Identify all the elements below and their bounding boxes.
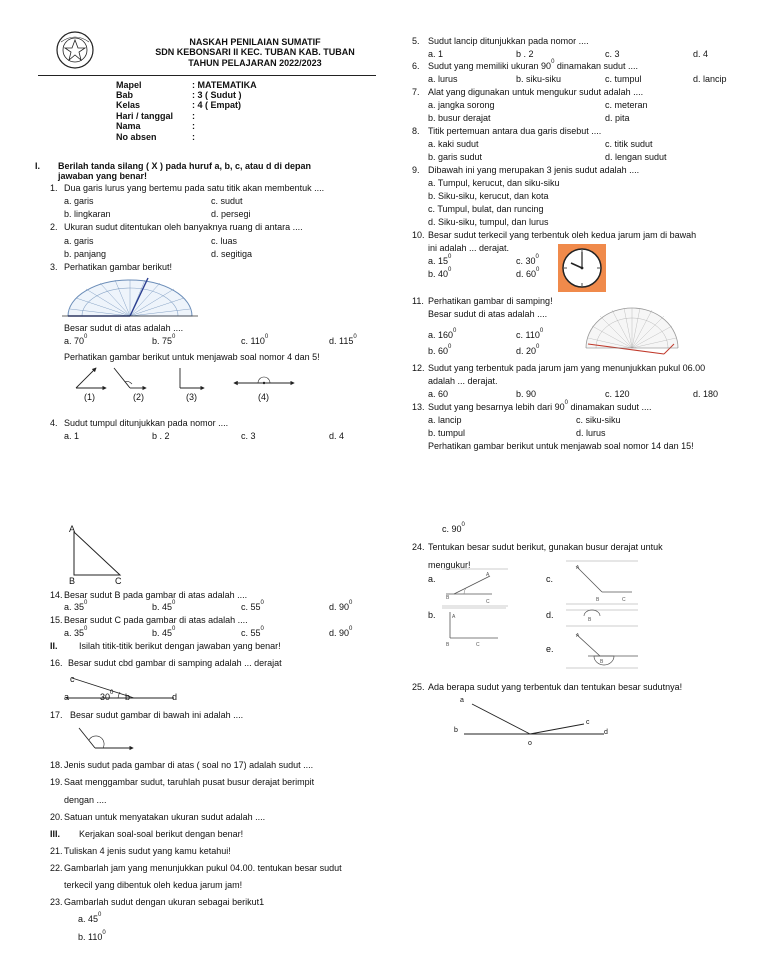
figure-label-4: (4): [258, 392, 269, 402]
question-number: 4.: [50, 418, 58, 428]
item-b: [78, 932, 106, 943]
option-value: c. 55: [241, 602, 261, 612]
svg-text:A: A: [576, 633, 580, 639]
question-7-text: Alat yang digunakan untuk mengukur sudut adalah ....: [428, 87, 644, 97]
triangle-label-a: A: [69, 524, 76, 534]
question-5-text: Sudut lancip ditunjukkan pada nomor ....: [428, 36, 589, 46]
clock-figure: [558, 244, 606, 292]
option-value: c. 55: [241, 628, 261, 638]
degree-mark: 0: [551, 59, 555, 65]
svg-text:B: B: [588, 617, 592, 623]
question-number: 9.: [412, 165, 420, 175]
question-number: 12.: [412, 363, 425, 373]
text-part: Sudut yang besarnya lebih dari 90: [428, 402, 565, 412]
question-number: 3.: [50, 262, 58, 272]
option-d[interactable]: [516, 346, 539, 357]
question-6-text: [428, 61, 638, 72]
angle-cbd-figure: [62, 672, 182, 702]
option-a[interactable]: a. Tumpul, kerucut, dan siku-siku: [428, 178, 560, 188]
option-d[interactable]: d. 4: [329, 431, 345, 441]
question-1-text: Dua garis lurus yang bertemu pada satu titik akan membentuk ....: [64, 183, 325, 193]
figure-label-a: a: [460, 697, 464, 704]
figure-label-a: a: [64, 692, 70, 702]
question-number: 11.: [412, 296, 424, 306]
option-c[interactable]: c. sudut: [211, 196, 243, 206]
option-c[interactable]: c. tumpul: [605, 74, 642, 84]
school-logo: [55, 30, 95, 70]
option-b[interactable]: [152, 628, 175, 639]
option-c[interactable]: c. 3: [241, 431, 256, 441]
meta-label: Bab: [116, 90, 134, 100]
option-value: c. 30: [516, 256, 536, 266]
option-d[interactable]: d. persegi: [211, 209, 251, 219]
degree-mark: 0: [539, 328, 544, 334]
meta-value: :: [192, 121, 195, 131]
option-value: b. 60: [428, 346, 449, 356]
option-value: a. 15: [428, 256, 449, 266]
option-a[interactable]: a. garis: [64, 236, 94, 246]
svg-text:C: C: [486, 599, 490, 605]
option-a[interactable]: a. lancip: [428, 415, 462, 425]
section-1-instruction: Berilah tanda silang ( X ) pada huruf a, b, c, atau d di depan: [58, 161, 312, 171]
figure-label-d: d: [172, 692, 178, 702]
option-c[interactable]: [516, 256, 539, 267]
question-21-text: Tuliskan 4 jenis sudut yang kamu ketahui!: [64, 846, 231, 856]
option-b[interactable]: b. lingkaran: [64, 209, 111, 219]
figure-label-a: a.: [428, 574, 436, 584]
note-questions-14-15: Perhatikan gambar berikut untuk menjawab soal nomor 14 dan 15!: [428, 441, 694, 451]
option-a[interactable]: [64, 628, 87, 639]
option-b[interactable]: b. busur derajat: [428, 113, 491, 123]
degree-mark: 0: [84, 334, 88, 340]
text-part: dinamakan sudut ....: [567, 402, 652, 412]
option-b[interactable]: [428, 346, 451, 357]
option-a[interactable]: a. jangka sorong: [428, 100, 495, 110]
option-c[interactable]: c. siku-siku: [576, 415, 621, 425]
option-d[interactable]: d. lurus: [576, 428, 606, 438]
question-number: 6.: [412, 61, 420, 71]
question-12-text-cont: adalah ... derajat.: [428, 376, 498, 386]
option-a[interactable]: a. 1: [428, 49, 444, 59]
figure-label-c: c: [70, 674, 75, 684]
degree-mark: 0: [564, 400, 568, 406]
meta-label: No absen: [116, 132, 157, 142]
angle-value: 30: [100, 692, 111, 702]
question-19-text: Saat menggambar sudut, taruhlah pusat busur derajat berimpit: [64, 777, 315, 787]
figure-label-d: d.: [546, 610, 554, 620]
option-b[interactable]: b. panjang: [64, 249, 107, 259]
angle-figure-17: [75, 724, 139, 752]
question-number: 10.: [412, 230, 425, 240]
header-divider: [38, 75, 376, 76]
meta-value: : MATEMATIKA: [192, 80, 257, 90]
option-b[interactable]: [152, 602, 175, 613]
protractor-figure-2: [582, 304, 682, 356]
question-number: 7.: [412, 87, 420, 97]
degree-mark: 0: [448, 267, 452, 273]
option-d[interactable]: [329, 628, 352, 639]
protractor-figure: [60, 276, 200, 320]
meta-label: Hari / tanggal: [116, 111, 174, 121]
meta-label: Nama: [116, 121, 141, 131]
svg-text:A: A: [576, 565, 580, 571]
degree-mark: 0: [84, 626, 88, 632]
question-17-text: Besar sudut gambar di bawah ini adalah ....: [70, 710, 244, 720]
degree-mark: 0: [461, 522, 465, 528]
section-3-number: III.: [50, 829, 61, 839]
degree-mark: 0: [264, 334, 269, 340]
question-number: 2.: [50, 222, 58, 232]
option-b[interactable]: b. garis sudut: [428, 152, 483, 162]
logo-emblem-icon: [55, 30, 95, 70]
option-d[interactable]: d. Siku-siku, tumpul, dan lurus: [428, 217, 549, 227]
meta-value: :: [192, 111, 195, 121]
question-22-text: Gambarlah jam yang menunjukkan pukul 04.00. tentukan besar sudut: [64, 863, 342, 873]
option-a[interactable]: [64, 602, 87, 613]
question-12-text: Sudut yang terbentuk pada jarum jam yang menunjukkan pukul 06.00: [428, 363, 706, 373]
question-number: 1.: [50, 183, 58, 193]
option-value: d. 20: [516, 346, 537, 356]
option-d[interactable]: d. lancip: [693, 74, 727, 84]
svg-text:A: A: [452, 614, 456, 620]
multi-angle-figure: [460, 698, 610, 738]
option-d[interactable]: d. 180: [693, 389, 719, 399]
option-b[interactable]: b. 90: [516, 389, 537, 399]
school-name: SDN KEBONSARI II KEC. TUBAN KAB. TUBAN: [155, 47, 355, 57]
option-a[interactable]: a. garis: [64, 196, 94, 206]
note-questions-4-5: Perhatikan gambar berikut untuk menjawab soal nomor 4 dan 5!: [64, 352, 320, 362]
option-c[interactable]: c. meteran: [605, 100, 648, 110]
measure-angle-a: [442, 566, 508, 608]
degree-mark: 0: [536, 267, 540, 273]
section-2-number: II.: [50, 641, 58, 651]
question-11-text-cont: Besar sudut di atas adalah ....: [428, 309, 548, 319]
question-11-text: Perhatikan gambar di samping!: [428, 296, 553, 306]
svg-text:A: A: [486, 572, 490, 578]
figure-label-c: c: [586, 719, 590, 726]
question-14-text: Besar sudut B pada gambar di atas adalah ....: [64, 590, 248, 600]
svg-text:C: C: [476, 642, 480, 648]
option-d[interactable]: [329, 602, 352, 613]
question-24-text-cont: mengukur!: [428, 560, 471, 570]
question-3-text: Perhatikan gambar berikut!: [64, 262, 173, 272]
option-c[interactable]: c. 120: [605, 389, 630, 399]
question-number: 25.: [412, 682, 425, 692]
option-value: a. 35: [64, 628, 85, 638]
degree-mark: 0: [172, 334, 176, 340]
degree-mark: 0: [84, 600, 88, 606]
question-10-text: Besar sudut terkecil yang terbentuk oleh kedua jarum jam di bawah: [428, 230, 697, 240]
item-c: [442, 524, 465, 535]
svg-text:B: B: [600, 659, 604, 665]
question-2-text: Ukuran sudut ditentukan oleh banyaknya ruang di antara ....: [64, 222, 303, 232]
option-c[interactable]: [516, 330, 543, 341]
item-a: [78, 914, 101, 925]
option-c[interactable]: c. Tumpul, bulat, dan runcing: [428, 204, 544, 214]
option-b[interactable]: b. Siku-siku, kerucut, dan kota: [428, 191, 549, 201]
option-b[interactable]: [152, 336, 175, 347]
triangle-label-b: B: [69, 576, 76, 586]
meta-label: Kelas: [116, 100, 141, 110]
degree-mark: 0: [260, 626, 264, 632]
section-2-instruction: Isilah titik-titik berikut dengan jawaban yang benar!: [79, 641, 281, 651]
question-15-text: Besar sudut C pada gambar di atas adalah ....: [64, 615, 248, 625]
option-value: c. 110: [241, 336, 265, 346]
degree-mark: 0: [98, 912, 102, 918]
degree-mark: 0: [260, 600, 264, 606]
option-b[interactable]: [428, 269, 451, 280]
measure-angle-c: [566, 558, 638, 606]
question-number: 14.: [50, 590, 63, 600]
option-value: b. 45: [152, 602, 173, 612]
measure-angle-e: [566, 628, 638, 670]
question-number: 16.: [50, 658, 63, 668]
text-part: dinamakan sudut ....: [554, 61, 638, 71]
degree-mark: 0: [172, 626, 176, 632]
question-24-text: Tentukan besar sudut berikut, gunakan busur derajat untuk: [428, 542, 663, 552]
question-number: 19.: [50, 777, 63, 787]
degree-mark: 0: [349, 600, 353, 606]
question-number: 24.: [412, 542, 425, 552]
option-c[interactable]: [241, 628, 264, 639]
option-a[interactable]: [428, 256, 451, 267]
option-a[interactable]: a. kaki sudut: [428, 139, 479, 149]
triangle-figure: [68, 524, 132, 584]
option-value: d. 90: [329, 628, 350, 638]
question-number: 22.: [50, 863, 63, 873]
degree-mark: 0: [535, 254, 539, 260]
figure-label-1: (1): [84, 392, 95, 402]
section-1-instruction-cont: jawaban yang benar!: [58, 171, 148, 181]
figure-label-b: b: [125, 692, 131, 702]
section-1-number: I.: [35, 161, 41, 171]
section-3-instruction: Kerjakan soal-soal berikut dengan benar!: [79, 829, 244, 839]
degree-mark: 0: [353, 334, 357, 340]
option-value: d. 60: [516, 269, 537, 279]
meta-value: :: [192, 132, 195, 142]
degree-mark: 0: [448, 344, 452, 350]
question-number: 8.: [412, 126, 420, 136]
degree-mark: 0: [453, 328, 457, 334]
figure-angle-30: [100, 692, 113, 703]
option-b[interactable]: b. siku-siku: [516, 74, 562, 84]
triangle-label-c: C: [115, 576, 122, 586]
meta-value: : 3 ( Sudut ): [192, 90, 242, 100]
option-d[interactable]: [516, 269, 539, 280]
question-number: 21.: [50, 846, 63, 856]
option-value: b. 40: [428, 269, 449, 279]
measure-angle-d: [566, 606, 638, 628]
question-number: 17.: [50, 710, 63, 720]
option-d[interactable]: [329, 336, 357, 347]
question-number: 23.: [50, 897, 63, 907]
option-c[interactable]: c. 3: [605, 49, 620, 59]
question-18-text: Jenis sudut pada gambar di atas ( soal no 17) adalah sudut ....: [64, 760, 314, 770]
option-value: a. 70: [64, 336, 85, 346]
question-22-text-cont: terkecil yang dibentuk oleh kedua jarum jam!: [64, 880, 243, 890]
question-3-stem: Besar sudut di atas adalah ....: [64, 323, 184, 333]
option-d[interactable]: d. segitiga: [211, 249, 253, 259]
degree-mark: 0: [110, 690, 114, 696]
option-value: d. 115: [329, 336, 354, 346]
option-value: c. 110: [516, 330, 540, 340]
svg-text:C: C: [622, 597, 626, 603]
figure-label-b: b: [454, 727, 458, 734]
option-a[interactable]: [64, 336, 87, 347]
degree-mark: 0: [349, 626, 353, 632]
doc-title: NASKAH PENILAIAN SUMATIF: [189, 37, 321, 47]
figure-label-b: b.: [428, 610, 436, 620]
figure-label-d: d: [604, 729, 608, 736]
option-c[interactable]: [241, 336, 268, 347]
option-c[interactable]: c. luas: [211, 236, 238, 246]
meta-value: : 4 ( Empat): [192, 100, 242, 110]
option-c[interactable]: c. titik sudut: [605, 139, 653, 149]
item-value: c. 90: [442, 524, 462, 534]
svg-text:B: B: [596, 597, 600, 603]
question-23-text: Gambarlah sudut dengan ukuran sebagai berikut1: [64, 897, 265, 907]
degree-mark: 0: [172, 600, 176, 606]
text-part: Sudut yang memiliki ukuran 90: [428, 61, 552, 71]
question-19-text-cont: dengan ....: [64, 795, 107, 805]
question-8-text: Titik pertemuan antara dua garis disebut ....: [428, 126, 602, 136]
figure-label-e: e.: [546, 644, 554, 654]
question-number: 15.: [50, 615, 63, 625]
option-a[interactable]: [428, 330, 456, 341]
figure-label-o: o: [528, 740, 532, 747]
question-13-text: [428, 402, 652, 413]
option-b[interactable]: b. tumpul: [428, 428, 466, 438]
school-year: TAHUN PELAJARAN 2022/2023: [188, 58, 322, 68]
option-d[interactable]: d. 4: [693, 49, 709, 59]
question-20-text: Satuan untuk menyatakan ukuran sudut adalah ....: [64, 812, 266, 822]
question-16-text: Besar sudut cbd gambar di samping adalah ... derajat: [68, 658, 282, 668]
option-value: b. 75: [152, 336, 173, 346]
option-value: d. 90: [329, 602, 350, 612]
degree-mark: 0: [102, 930, 106, 936]
option-a[interactable]: a. 1: [64, 431, 80, 441]
degree-mark: 0: [448, 254, 452, 260]
option-c[interactable]: [241, 602, 264, 613]
figure-label-c: c.: [546, 574, 554, 584]
option-value: b. 45: [152, 628, 173, 638]
svg-text:B: B: [446, 642, 450, 648]
option-d[interactable]: d. pita: [605, 113, 630, 123]
option-value: a. 160: [428, 330, 454, 340]
angle-figures: [72, 366, 302, 392]
item-value: b. 110: [78, 932, 103, 942]
option-a[interactable]: a. lurus: [428, 74, 458, 84]
question-number: 18.: [50, 760, 63, 770]
option-d[interactable]: d. lengan sudut: [605, 152, 667, 162]
svg-text:B: B: [446, 595, 450, 601]
question-25-text: Ada berapa sudut yang terbentuk dan tentukan besar sudutnya!: [428, 682, 683, 692]
degree-mark: 0: [536, 344, 540, 350]
option-a[interactable]: a. 60: [428, 389, 449, 399]
question-9-text: Dibawah ini yang merupakan 3 jenis sudut adalah ....: [428, 165, 640, 175]
measure-angle-b: [442, 606, 506, 648]
question-4-text: Sudut tumpul ditunjukkan pada nomor ....: [64, 418, 229, 428]
question-number: 13.: [412, 402, 425, 412]
question-10-text-cont: ini adalah ... derajat.: [428, 243, 510, 253]
question-number: 5.: [412, 36, 420, 46]
option-value: a. 35: [64, 602, 85, 612]
option-b[interactable]: b . 2: [516, 49, 534, 59]
item-value: a. 45: [78, 914, 99, 924]
figure-label-3: (3): [186, 392, 197, 402]
figure-label-2: (2): [133, 392, 144, 402]
option-b[interactable]: b . 2: [152, 431, 170, 441]
question-number: 20.: [50, 812, 63, 822]
meta-label: Mapel: [116, 80, 142, 90]
